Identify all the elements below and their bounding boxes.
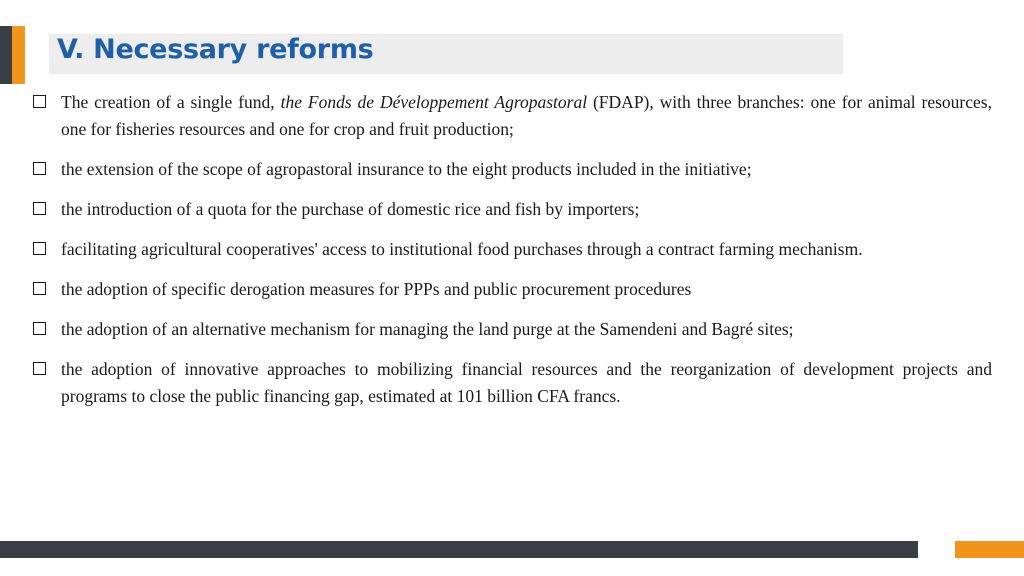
- checkbox-bullet-icon: [33, 202, 46, 215]
- accent-bar-dark: [0, 26, 12, 84]
- checkbox-bullet-icon: [33, 282, 46, 295]
- title-bar: [49, 34, 843, 74]
- accent-bar-orange: [12, 26, 25, 84]
- checkbox-bullet-icon: [33, 162, 46, 175]
- list-item: [33, 316, 992, 343]
- checkbox-bullet-icon: [33, 322, 46, 335]
- bullet-text: the extension of the scope of agropastoral insurance to the eight products included in the initiative;: [61, 159, 752, 179]
- bullet-text-italic: the Fonds de Développement Agropastoral: [280, 92, 588, 112]
- bullet-text-before: The creation of a single fund,: [61, 92, 281, 112]
- checkbox-bullet-icon: [33, 95, 46, 108]
- list-item: [33, 156, 992, 183]
- bullet-text: the adoption of an alternative mechanism for managing the land purge at the Samendeni and Bagré sites;: [61, 319, 794, 339]
- list-item: [33, 276, 992, 303]
- reform-list: [33, 89, 992, 423]
- bullet-text: the introduction of a quota for the purchase of domestic rice and fish by importers;: [61, 199, 640, 219]
- list-item: [33, 196, 992, 223]
- footer-bar-orange: [955, 541, 1024, 558]
- slide-title: V. Necessary reforms: [57, 34, 374, 65]
- list-item: [33, 356, 992, 410]
- list-item: [33, 236, 992, 263]
- footer-bar-dark: [0, 541, 918, 558]
- bullet-text: the adoption of innovative approaches to mobilizing financial resources and the reorganization of development projects and programs to close the public financing gap, estimated at 101 billion CFA francs.: [61, 359, 992, 406]
- checkbox-bullet-icon: [33, 242, 46, 255]
- bullet-text: facilitating agricultural cooperatives' access to institutional food purchases through a contract farming mechanism.: [61, 239, 863, 259]
- checkbox-bullet-icon: [33, 362, 46, 375]
- list-item: [33, 89, 992, 143]
- bullet-text-after: (FDAP), with three branches: one for animal resources, one for fisheries resources and one for crop and fruit production;: [61, 92, 992, 139]
- bullet-text: the adoption of specific derogation measures for PPPs and public procurement procedures: [61, 279, 692, 299]
